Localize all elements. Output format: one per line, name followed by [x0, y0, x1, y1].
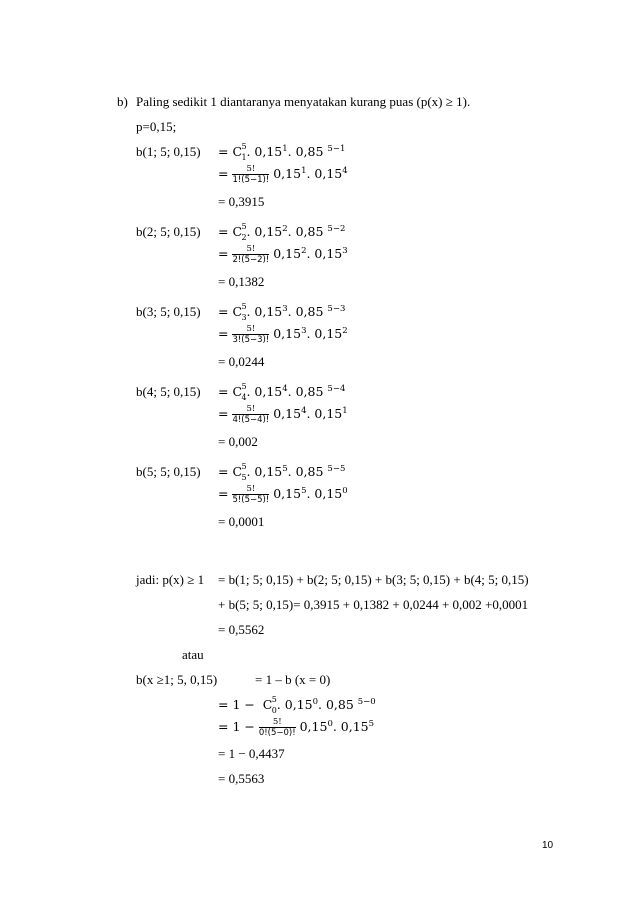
calc-result: = 0,3915 [218, 194, 265, 209]
calc-label: b(1; 5; 0,15) [136, 144, 201, 159]
intro-marker: b) [117, 94, 128, 109]
combination: C 5 1 [232, 142, 247, 162]
alt-line-4: = 1 − 0,4437 [218, 746, 285, 761]
intro-text: Paling sedikit 1 diantaranya menyatakan kurang puas (p(x) ≥ 1). [136, 94, 471, 109]
alt-line-1: = 1 – b (x = 0) [255, 672, 331, 687]
fraction: $\frac{5!}{4!(5-4)!}$ [232, 403, 270, 425]
calc-formula: = C 5 5 . 0,15$^5$. 0,85 $^{5-5}$ [218, 462, 346, 482]
calc-label: b(5; 5; 0,15) [136, 464, 201, 479]
calc-formula: = C 5 3 . 0,15$^3$. 0,85 $^{5-3}$ [218, 302, 346, 322]
page-number: 10 [542, 840, 554, 851]
calc-result: = 0,002 [218, 434, 258, 449]
calc-result: = 0,0244 [218, 354, 265, 369]
alt-line-2: = 1 − C 5 0 . 0,15$^0$. 0,85 $^{5-0}$ [218, 695, 376, 715]
fraction: $\frac{5!}{3!(5-3)!}$ [232, 323, 270, 345]
alt-word: atau [182, 647, 204, 662]
fraction: $\frac{5!}{0!(5-0)!}$ [258, 716, 296, 738]
calc-expansion: = $\frac{5!}{4!(5-4)!}$ 0,15$^4$. 0,15$^1$ [218, 403, 348, 425]
calc-label: b(4; 5; 0,15) [136, 384, 201, 399]
calc-expansion: = $\frac{5!}{5!(5-5)!}$ 0,15$^5$. 0,15$^0$ [218, 483, 348, 505]
alt-result: = 0,5563 [218, 771, 265, 786]
calc-result: = 0,0001 [218, 514, 265, 529]
combination: C 5 2 [232, 222, 247, 242]
calc-expansion: = $\frac{5!}{2!(5-2)!}$ 0,15$^2$. 0,15$^3$ [218, 243, 348, 265]
calc-formula: = C 5 1 . 0,15$^1$. 0,85 $^{5-1}$ [218, 142, 346, 162]
calc-formula: = C 5 4 . 0,15$^4$. 0,85 $^{5-4}$ [218, 382, 346, 402]
summary-result: = 0,5562 [218, 622, 265, 637]
calc-result: = 0,1382 [218, 274, 265, 289]
calc-label: b(2; 5; 0,15) [136, 224, 201, 239]
summary-label: jadi: p(x) ≥ 1 [136, 572, 205, 587]
fraction: $\frac{5!}{5!(5-5)!}$ [232, 483, 270, 505]
summary-line-1: = b(1; 5; 0,15) + b(2; 5; 0,15) + b(3; 5; 0,15) + b(4; 5; 0,15) [218, 572, 529, 587]
fraction: $\frac{5!}{1!(5-1)!}$ [232, 163, 270, 185]
alt-label: b(x ≥1; 5, 0,15) [136, 672, 218, 687]
combination: C 5 4 [232, 382, 247, 402]
combination: C 5 0 [262, 695, 277, 715]
combination: C 5 5 [232, 462, 247, 482]
p-value: p=0,15; [136, 119, 177, 134]
calc-formula: = C 5 2 . 0,15$^2$. 0,85 $^{5-2}$ [218, 222, 346, 242]
calc-expansion: = $\frac{5!}{1!(5-1)!}$ 0,15$^1$. 0,15$^4$ [218, 163, 348, 185]
calc-label: b(3; 5; 0,15) [136, 304, 201, 319]
combination: C 5 3 [232, 302, 247, 322]
alt-line-3: = 1 − $\frac{5!}{0!(5-0)!}$ 0,15$^0$. 0,15$^5$ [218, 716, 375, 738]
summary-line-2: + b(5; 5; 0,15)= 0,3915 + 0,1382 + 0,0244 + 0,002 +0,0001 [218, 597, 529, 612]
fraction: $\frac{5!}{2!(5-2)!}$ [232, 243, 270, 265]
calc-expansion: = $\frac{5!}{3!(5-3)!}$ 0,15$^3$. 0,15$^2$ [218, 323, 348, 345]
